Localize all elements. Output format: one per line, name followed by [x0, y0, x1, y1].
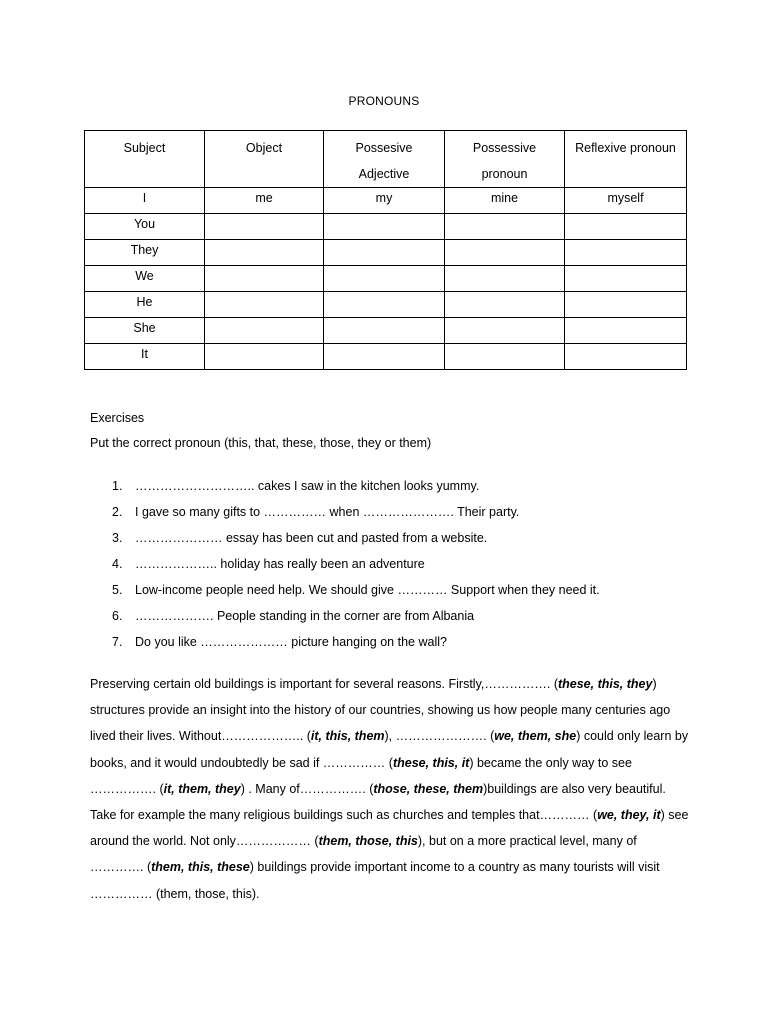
option-hint: those, these, them	[373, 781, 484, 796]
table-row	[85, 344, 687, 370]
exercise-instruction: Put the correct pronoun (this, that, these, those, they or them)	[90, 436, 432, 450]
list-item	[90, 502, 710, 528]
table-cell	[205, 240, 324, 266]
cloze-paragraph	[90, 671, 690, 907]
list-item	[90, 606, 710, 632]
table-cell: myself	[565, 188, 687, 214]
list-item-text: Low-income people need help. We should give ………… Support when they need it.	[135, 583, 600, 597]
table-cell	[445, 318, 565, 344]
table-cell	[324, 318, 445, 344]
paragraph-text: ) structures provide an insight into the history of our countries, showing us how people many centuries ago lived their lives. Without……………….. (	[90, 677, 671, 744]
table-cell	[565, 240, 687, 266]
table-cell	[445, 292, 565, 318]
table-cell: mine	[445, 188, 565, 214]
table-cell	[324, 292, 445, 318]
subject-cell: I	[85, 188, 205, 214]
table-cell	[205, 318, 324, 344]
paragraph-text: ) could only learn by books, and it would undoubtedly be sad if …………… (	[90, 729, 689, 770]
paragraph-text: ), but on a more practical level, many of …………. (	[90, 834, 637, 875]
list-item	[90, 476, 710, 502]
list-item-number: 4.	[112, 557, 123, 571]
list-item-text: I gave so many gifts to …………… when …………………. Their party.	[135, 505, 520, 519]
table-cell	[445, 240, 565, 266]
subject-cell: They	[85, 240, 205, 266]
option-hint: it, this, them	[310, 729, 385, 744]
list-item-number: 5.	[112, 583, 123, 597]
table-cell	[565, 344, 687, 370]
table-cell	[565, 292, 687, 318]
list-item-number: 3.	[112, 531, 123, 545]
option-hint: these, this, it	[392, 755, 470, 770]
table-cell	[205, 344, 324, 370]
table-row	[85, 240, 687, 266]
table-cell	[324, 266, 445, 292]
table-row	[85, 292, 687, 318]
table-header-row	[85, 131, 687, 188]
table-cell	[565, 266, 687, 292]
table-row	[85, 188, 687, 214]
list-item	[90, 632, 710, 658]
table-cell	[205, 292, 324, 318]
subject-cell: It	[85, 344, 205, 370]
paragraph-text: ) became the only way to see ……………. (	[90, 755, 632, 796]
column-header: Reflexive pronoun	[565, 131, 687, 188]
pronoun-table	[84, 130, 687, 370]
column-header: Possessive pronoun	[445, 131, 565, 188]
list-item-text: ………………… essay has been cut and pasted from a website.	[135, 531, 488, 545]
option-hint: we, them, she	[494, 729, 577, 744]
paragraph-text: ), …………………. (	[384, 729, 495, 744]
list-item-number: 6.	[112, 609, 123, 623]
paragraph-text: Preserving certain old buildings is important for several reasons. Firstly,……………. (	[90, 677, 558, 691]
column-header: Subject	[85, 131, 205, 188]
table-cell	[565, 214, 687, 240]
table-row	[85, 214, 687, 240]
option-hint: we, they, it	[597, 808, 661, 823]
list-item	[90, 554, 710, 580]
table-row	[85, 266, 687, 292]
table-cell	[205, 214, 324, 240]
table-cell	[445, 214, 565, 240]
column-header: Possesive Adjective	[324, 131, 445, 188]
paragraph-text: ) see around the world. Not only……………… (	[90, 808, 689, 849]
list-item-number: 7.	[112, 635, 123, 649]
option-hint: these, this, they	[557, 677, 653, 691]
subject-cell: She	[85, 318, 205, 344]
table-cell	[445, 266, 565, 292]
list-item-text: ……………………….. cakes I saw in the kitchen looks yummy.	[135, 479, 480, 493]
list-item	[90, 580, 710, 606]
paragraph-text: ) buildings provide important income to a country as many tourists will visit …………… (them, those, this).	[90, 860, 660, 901]
list-item-text: Do you like ………………… picture hanging on the wall?	[135, 635, 447, 649]
column-header: Object	[205, 131, 324, 188]
table-cell: my	[324, 188, 445, 214]
option-hint: them, this, these	[151, 860, 250, 875]
option-hint: them, those, this	[318, 834, 418, 849]
table-row	[85, 318, 687, 344]
paragraph-text: )buildings are also very beautiful. Take for example the many religious buildings such as churches and temples that………… (	[90, 781, 666, 823]
paragraph-text: ) . Many of……………. (	[240, 781, 374, 796]
subject-cell: You	[85, 214, 205, 240]
exercise-list	[90, 476, 710, 658]
subject-cell: We	[85, 266, 205, 292]
list-item	[90, 528, 710, 554]
table-cell	[324, 344, 445, 370]
exercises-heading: Exercises	[90, 411, 145, 425]
option-hint: it, them, they	[163, 781, 241, 796]
table-cell: me	[205, 188, 324, 214]
list-item-text: ………………. People standing in the corner are from Albania	[135, 609, 475, 623]
subject-cell: He	[85, 292, 205, 318]
page-title: PRONOUNS	[348, 94, 420, 108]
list-item-number: 1.	[112, 479, 123, 493]
table-cell	[324, 240, 445, 266]
table-cell	[205, 266, 324, 292]
table-cell	[445, 344, 565, 370]
list-item-text: ……………….. holiday has really been an adventure	[135, 557, 425, 571]
list-item-number: 2.	[112, 505, 123, 519]
table-cell	[324, 214, 445, 240]
table-cell	[565, 318, 687, 344]
